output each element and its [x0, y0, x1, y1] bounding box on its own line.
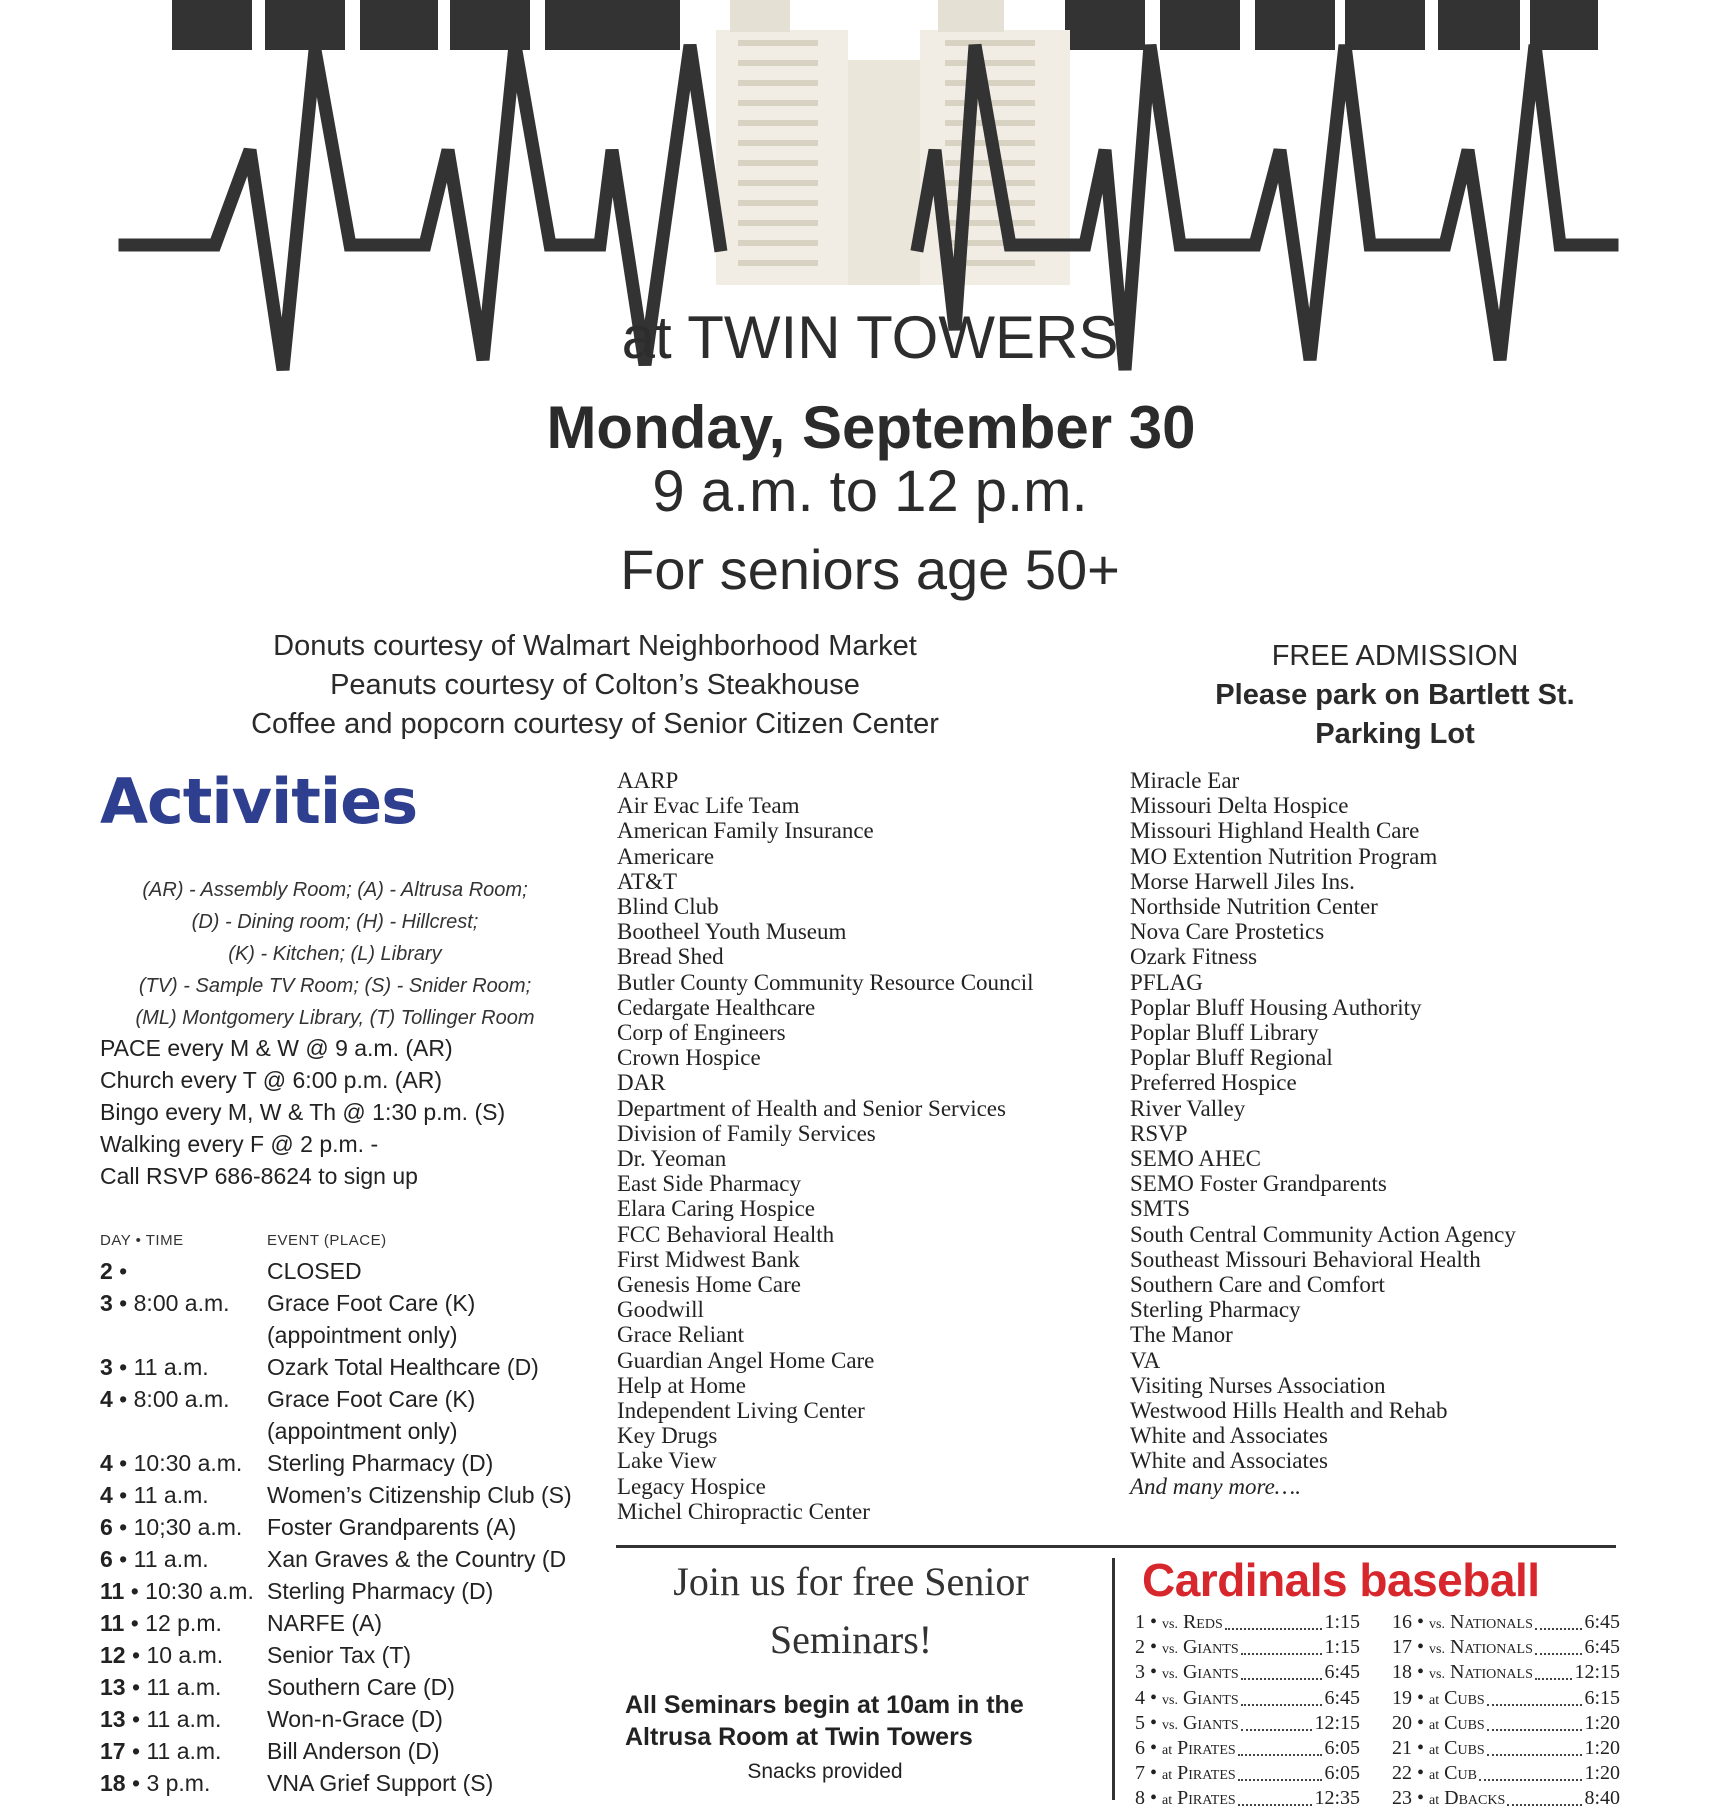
- vendor-item: VA: [1130, 1347, 1161, 1373]
- vendor-item: Westwood Hills Health and Rehab: [1130, 1398, 1448, 1424]
- schedule-time: 11 a.m.: [146, 1706, 222, 1732]
- schedule-row: [100, 1639, 590, 1671]
- cardinals-games-col2: [1392, 1610, 1620, 1812]
- game-day: 6: [1135, 1736, 1145, 1759]
- schedule-time: 8:00 a.m.: [133, 1290, 230, 1316]
- schedule-day-time: 3 • 11 a.m.: [100, 1354, 209, 1380]
- schedule-day: 2: [100, 1258, 113, 1284]
- vendor-item: South Central Community Action Agency: [1130, 1221, 1516, 1247]
- seminars-title-line: Seminars!: [769, 1617, 933, 1662]
- schedule-event: Sterling Pharmacy (D): [267, 1578, 494, 1604]
- vendor-item: Lake View: [617, 1448, 717, 1474]
- game-time: 1:15: [1324, 1635, 1360, 1660]
- event-date: Monday, September 30: [546, 394, 1196, 461]
- room-legend: [100, 874, 570, 1034]
- schedule-event: Won-n-Grace (D): [267, 1706, 443, 1732]
- vendor-item: The Manor: [1130, 1322, 1233, 1348]
- schedule-day-time: 6 • 11 a.m.: [100, 1546, 209, 1572]
- schedule-time: 10 a.m.: [146, 1642, 224, 1668]
- schedule-day-time: 4 • 8:00 a.m.: [100, 1386, 230, 1412]
- game-row: [1392, 1761, 1620, 1786]
- vendor-item: Northside Nutrition Center: [1130, 894, 1378, 920]
- schedule-row: [100, 1607, 590, 1639]
- game-location: at: [1162, 1768, 1173, 1784]
- vendor-item: Grace Reliant: [617, 1322, 745, 1348]
- schedule-event: Foster Grandparents (A): [267, 1514, 517, 1540]
- vendor-item: Bread Shed: [617, 944, 724, 970]
- schedule-day-time: 2 •: [100, 1258, 128, 1284]
- vendor-item: Sterling Pharmacy: [1130, 1297, 1301, 1323]
- schedule-day-time: 13 • 11 a.m.: [100, 1706, 222, 1732]
- game-leader-dots: [1225, 1610, 1322, 1630]
- game-row: [1135, 1736, 1360, 1761]
- game-time: 1:20: [1584, 1736, 1620, 1761]
- vendor-item: Blind Club: [617, 894, 719, 920]
- game-row: [1135, 1660, 1360, 1685]
- schedule-day-time: 17 • 11 a.m.: [100, 1738, 222, 1764]
- vendor-item: Bootheel Youth Museum: [617, 919, 847, 945]
- schedule-row: [100, 1319, 590, 1351]
- game-location: at: [1429, 1793, 1440, 1809]
- schedule-day-time: 12 • 10 a.m.: [100, 1642, 224, 1668]
- schedule-row: [100, 1351, 590, 1383]
- vendor-item: Butler County Community Resource Council: [617, 969, 1034, 995]
- game-day: 2: [1135, 1636, 1145, 1659]
- schedule-day: 3: [100, 1290, 113, 1316]
- vendor-item: Air Evac Life Team: [617, 793, 800, 819]
- schedule-time: 11 a.m.: [133, 1354, 209, 1380]
- schedule-day: 17: [100, 1738, 126, 1764]
- vendor-item: Preferred Hospice: [1130, 1070, 1297, 1096]
- vendor-item: Poplar Bluff Library: [1130, 1020, 1319, 1046]
- schedule-event: (appointment only): [267, 1418, 458, 1444]
- game-row: [1135, 1786, 1360, 1811]
- vendor-item: Cedargate Healthcare: [617, 994, 816, 1020]
- schedule-row: [100, 1671, 590, 1703]
- vendor-item: Missouri Delta Hospice: [1130, 793, 1349, 819]
- game-label: 19 • at Cubs: [1392, 1686, 1485, 1709]
- legend-line: (D) - Dining room; (H) - Hillcrest;: [191, 911, 479, 933]
- seminars-info-line: Altrusa Room at Twin Towers: [625, 1723, 973, 1751]
- schedule-time: 11 a.m.: [146, 1674, 222, 1700]
- game-time: 6:45: [1324, 1686, 1360, 1711]
- parking-line: Please park on Bartlett St.: [1215, 679, 1575, 711]
- recurring-activities: [100, 1032, 505, 1192]
- game-opponent: Reds: [1182, 1611, 1223, 1633]
- game-opponent: Pirates: [1177, 1736, 1236, 1759]
- seminars-snacks: Snacks provided: [747, 1760, 903, 1783]
- sponsor-line: Donuts courtesy of Walmart Neighborhood Market: [273, 630, 917, 662]
- legend-line: (K) - Kitchen; (L) Library: [228, 943, 442, 965]
- game-label: 7 • at Pirates: [1135, 1762, 1236, 1785]
- game-day: 23: [1392, 1787, 1412, 1810]
- schedule-day: 13: [100, 1674, 126, 1700]
- schedule-header-day-time: DAY • TIME: [100, 1232, 184, 1249]
- vendor-list-col1: [617, 768, 1034, 1524]
- schedule-row: [100, 1543, 590, 1575]
- schedule-time: 3 p.m.: [146, 1770, 211, 1796]
- vendor-item: Genesis Home Care: [617, 1272, 801, 1298]
- column-divider: [1112, 1558, 1115, 1800]
- vendor-item: AT&T: [617, 868, 678, 894]
- game-label: 1 • vs. Reds: [1135, 1611, 1223, 1633]
- schedule-time: 8:00 a.m.: [133, 1386, 230, 1412]
- schedule-event: (appointment only): [267, 1322, 458, 1348]
- vendor-item: Dr. Yeoman: [617, 1146, 727, 1172]
- schedule-row: [100, 1447, 590, 1479]
- game-time: 1:15: [1324, 1610, 1360, 1635]
- admission-info: [1140, 637, 1650, 754]
- game-row: [1392, 1660, 1620, 1685]
- section-divider: [616, 1545, 1616, 1548]
- vendor-item: Americare: [617, 843, 715, 869]
- recurring-activity: PACE every M & W @ 9 a.m. (AR): [100, 1035, 453, 1061]
- recurring-activity: Call RSVP 686-8624 to sign up: [100, 1163, 418, 1189]
- vendors-more: And many more….: [1130, 1473, 1301, 1499]
- schedule-event: Xan Graves & the Country (D: [267, 1546, 567, 1572]
- game-opponent: Pirates: [1177, 1787, 1236, 1810]
- game-time: 12:35: [1314, 1786, 1360, 1811]
- game-opponent: Giants: [1182, 1661, 1239, 1684]
- game-day: 1: [1135, 1611, 1145, 1633]
- schedule-day-time: 6 • 10;30 a.m.: [100, 1514, 243, 1540]
- schedule-day: 3: [100, 1354, 113, 1380]
- game-day: 22: [1392, 1762, 1412, 1785]
- game-location: vs.: [1162, 1642, 1178, 1658]
- schedule-row: [100, 1511, 590, 1543]
- schedule-day: 6: [100, 1514, 113, 1540]
- game-leader-dots: [1238, 1736, 1322, 1756]
- game-label: 22 • at Cub: [1392, 1762, 1477, 1785]
- vendor-item: FCC Behavioral Health: [617, 1221, 835, 1247]
- vendor-item: Southern Care and Comfort: [1130, 1272, 1385, 1298]
- vendor-item: Independent Living Center: [617, 1398, 865, 1424]
- game-leader-dots: [1535, 1635, 1582, 1655]
- game-leader-dots: [1241, 1686, 1322, 1706]
- game-time: 6:15: [1584, 1686, 1620, 1711]
- game-day: 5: [1135, 1711, 1145, 1734]
- game-time: 6:05: [1324, 1761, 1360, 1786]
- schedule-event: CLOSED: [267, 1258, 362, 1284]
- game-location: at: [1429, 1768, 1440, 1784]
- game-label: 5 • vs. Giants: [1135, 1711, 1239, 1734]
- game-day: 21: [1392, 1736, 1412, 1759]
- game-label: 23 • at Dbacks: [1392, 1787, 1506, 1810]
- game-label: 3 • vs. Giants: [1135, 1661, 1239, 1684]
- schedule-event: Women’s Citizenship Club (S): [267, 1482, 572, 1508]
- sponsor-line: Peanuts courtesy of Colton’s Steakhouse: [330, 669, 860, 701]
- game-location: at: [1162, 1793, 1173, 1809]
- vendor-item: MO Extention Nutrition Program: [1130, 843, 1438, 869]
- schedule-header-event: EVENT (PLACE): [267, 1232, 387, 1249]
- game-opponent: Nationals: [1449, 1636, 1533, 1659]
- game-day: 17: [1392, 1636, 1412, 1659]
- schedule-row: [100, 1255, 590, 1287]
- vendor-item: AARP: [617, 768, 679, 793]
- game-location: at: [1429, 1742, 1440, 1758]
- game-location: vs.: [1429, 1667, 1445, 1683]
- game-location: vs.: [1162, 1717, 1178, 1733]
- vendor-item: Miracle Ear: [1130, 768, 1240, 793]
- schedule-time: 11 a.m.: [133, 1546, 209, 1572]
- game-time: 6:45: [1584, 1610, 1620, 1635]
- vendor-item: Crown Hospice: [617, 1045, 761, 1071]
- event-audience: For seniors age 50+: [620, 538, 1120, 601]
- legend-line: (ML) Montgomery Library, (T) Tollinger Room: [135, 1007, 535, 1029]
- game-day: 3: [1135, 1661, 1145, 1684]
- vendor-item: Southeast Missouri Behavioral Health: [1130, 1246, 1481, 1272]
- vendor-item: Missouri Highland Health Care: [1130, 818, 1420, 844]
- vendor-item: PFLAG: [1130, 969, 1203, 995]
- game-label: 16 • vs. Nationals: [1392, 1611, 1533, 1633]
- schedule-event: Senior Tax (T): [267, 1642, 412, 1668]
- game-label: 6 • at Pirates: [1135, 1736, 1236, 1759]
- game-row: [1392, 1610, 1620, 1635]
- game-opponent: Cub: [1444, 1762, 1477, 1785]
- admission-label: FREE ADMISSION: [1271, 640, 1519, 672]
- game-time: 6:45: [1584, 1635, 1620, 1660]
- schedule-day-time: 11 • 12 p.m.: [100, 1610, 222, 1636]
- game-row: [1392, 1711, 1620, 1736]
- game-day: 20: [1392, 1711, 1412, 1734]
- schedule-time: 10;30 a.m.: [133, 1514, 243, 1540]
- game-leader-dots: [1487, 1686, 1582, 1706]
- schedule-time: 10:30 a.m.: [145, 1578, 254, 1604]
- game-time: 1:20: [1584, 1711, 1620, 1736]
- game-label: 8 • at Pirates: [1135, 1787, 1236, 1810]
- schedule-event: Sterling Pharmacy (D): [267, 1450, 494, 1476]
- game-opponent: Nationals: [1449, 1611, 1533, 1633]
- game-leader-dots: [1241, 1635, 1322, 1655]
- game-label: 4 • vs. Giants: [1135, 1686, 1239, 1709]
- vendor-item: Visiting Nurses Association: [1130, 1372, 1386, 1398]
- schedule-row: [100, 1703, 590, 1735]
- cardinals-title: Cardinals baseball: [1142, 1554, 1540, 1606]
- game-leader-dots: [1238, 1761, 1322, 1781]
- game-leader-dots: [1479, 1761, 1582, 1781]
- game-leader-dots: [1535, 1610, 1582, 1630]
- vendor-item: Guardian Angel Home Care: [617, 1347, 875, 1373]
- game-opponent: Pirates: [1177, 1762, 1236, 1785]
- schedule-day: 11: [100, 1578, 125, 1604]
- schedule-day: 4: [100, 1450, 113, 1476]
- schedule-event: Ozark Total Healthcare (D): [267, 1354, 539, 1380]
- schedule-day: 12: [100, 1642, 126, 1668]
- vendor-item: Nova Care Prostetics: [1130, 919, 1325, 945]
- schedule-day: 11: [100, 1610, 125, 1636]
- schedule-event: Southern Care (D): [267, 1674, 455, 1700]
- vendor-item: Corp of Engineers: [617, 1020, 786, 1046]
- schedule-event: VNA Grief Support (S): [267, 1770, 494, 1796]
- schedule-event: Grace Foot Care (K): [267, 1386, 476, 1412]
- game-day: 4: [1135, 1686, 1145, 1709]
- event-time: 9 a.m. to 12 p.m.: [652, 459, 1088, 524]
- schedule-time: 11 a.m.: [133, 1482, 209, 1508]
- game-label: 21 • at Cubs: [1392, 1736, 1485, 1759]
- game-leader-dots: [1535, 1660, 1572, 1680]
- vendor-item: SEMO AHEC: [1130, 1146, 1261, 1172]
- game-location: vs.: [1429, 1617, 1445, 1632]
- vendor-item: Morse Harwell Jiles Ins.: [1130, 868, 1355, 894]
- game-opponent: Nationals: [1449, 1661, 1533, 1684]
- vendor-item: Key Drugs: [617, 1423, 718, 1449]
- venue-line: at TWIN TOWERS: [621, 304, 1119, 371]
- schedule-event: Bill Anderson (D): [267, 1738, 440, 1764]
- schedule-time: 11 a.m.: [146, 1738, 222, 1764]
- game-leader-dots: [1507, 1786, 1582, 1806]
- game-label: 18 • vs. Nationals: [1392, 1661, 1533, 1684]
- vendor-item: Department of Health and Senior Services: [617, 1095, 1006, 1121]
- game-row: [1135, 1686, 1360, 1711]
- game-leader-dots: [1241, 1711, 1312, 1731]
- seminars-info: [625, 1689, 1024, 1753]
- game-leader-dots: [1241, 1660, 1322, 1680]
- schedule-day: 4: [100, 1482, 113, 1508]
- vendor-item: East Side Pharmacy: [617, 1171, 801, 1197]
- legend-line: (AR) - Assembly Room; (A) - Altrusa Room;: [142, 879, 528, 901]
- schedule-row: [100, 1479, 590, 1511]
- game-opponent: Dbacks: [1444, 1787, 1506, 1810]
- game-time: 1:20: [1584, 1761, 1620, 1786]
- game-time: 12:15: [1574, 1660, 1620, 1685]
- vendor-item: DAR: [617, 1070, 666, 1096]
- vendor-item: SEMO Foster Grandparents: [1130, 1171, 1387, 1197]
- vendor-item: Help at Home: [617, 1372, 747, 1398]
- game-time: 6:45: [1324, 1660, 1360, 1685]
- vendor-item: American Family Insurance: [617, 818, 874, 844]
- vendor-item: Elara Caring Hospice: [617, 1196, 815, 1222]
- vendor-item: Poplar Bluff Housing Authority: [1130, 994, 1422, 1020]
- schedule-event: Grace Foot Care (K): [267, 1290, 476, 1316]
- seminars-title-line: Join us for free Senior: [673, 1559, 1029, 1604]
- schedule-day: 13: [100, 1706, 126, 1732]
- seminars-title: [616, 1553, 1086, 1669]
- seminars-info-line: All Seminars begin at 10am in the: [625, 1691, 1024, 1719]
- schedule-row: [100, 1767, 590, 1799]
- game-opponent: Cubs: [1444, 1686, 1485, 1709]
- game-day: 7: [1135, 1762, 1145, 1785]
- game-location: at: [1162, 1742, 1173, 1758]
- game-location: vs.: [1429, 1642, 1445, 1658]
- schedule-row: [100, 1287, 590, 1319]
- vendor-item: Division of Family Services: [617, 1120, 876, 1146]
- game-leader-dots: [1487, 1736, 1582, 1756]
- game-day: 18: [1392, 1661, 1412, 1684]
- game-opponent: Cubs: [1444, 1736, 1485, 1759]
- vendor-item: RSVP: [1130, 1120, 1188, 1146]
- vendor-item: Michel Chiropractic Center: [617, 1498, 870, 1524]
- game-day: 16: [1392, 1611, 1412, 1633]
- game-row: [1392, 1786, 1620, 1811]
- game-opponent: Cubs: [1444, 1711, 1485, 1734]
- recurring-activity: Bingo every M, W & Th @ 1:30 p.m. (S): [100, 1099, 506, 1125]
- game-location: vs.: [1162, 1692, 1178, 1708]
- schedule-day-time: 11 • 10:30 a.m.: [100, 1578, 254, 1604]
- legend-line: (TV) - Sample TV Room; (S) - Snider Room;: [138, 975, 532, 997]
- schedule-day-time: 3 • 8:00 a.m.: [100, 1290, 230, 1316]
- game-leader-dots: [1487, 1711, 1582, 1731]
- game-label: 17 • vs. Nationals: [1392, 1636, 1533, 1659]
- schedule-day: 6: [100, 1546, 113, 1572]
- schedule-row: [100, 1415, 590, 1447]
- schedule-day-time: 18 • 3 p.m.: [100, 1770, 211, 1796]
- game-opponent: Giants: [1182, 1686, 1239, 1709]
- game-row: [1135, 1635, 1360, 1660]
- game-leader-dots: [1238, 1786, 1312, 1806]
- game-opponent: Giants: [1182, 1711, 1239, 1734]
- schedule-row: [100, 1735, 590, 1767]
- vendor-item: Poplar Bluff Regional: [1130, 1045, 1333, 1071]
- vendor-item: SMTS: [1130, 1196, 1191, 1222]
- vendor-item: Legacy Hospice: [617, 1473, 766, 1499]
- activity-schedule: [100, 1255, 590, 1799]
- game-day: 19: [1392, 1686, 1412, 1709]
- vendor-list-col2: [1130, 768, 1516, 1499]
- activities-title: Activities: [100, 765, 418, 838]
- sponsor-credits: [150, 627, 1040, 744]
- vendor-item: River Valley: [1130, 1095, 1246, 1121]
- schedule-time: 10:30 a.m.: [133, 1450, 243, 1476]
- vendor-item: Ozark Fitness: [1130, 944, 1258, 970]
- sponsor-line: Coffee and popcorn courtesy of Senior Citizen Center: [251, 708, 939, 740]
- game-label: 20 • at Cubs: [1392, 1711, 1485, 1734]
- game-row: [1135, 1711, 1360, 1736]
- game-location: vs.: [1162, 1667, 1178, 1683]
- cardinals-games-col1: [1135, 1610, 1360, 1812]
- game-time: 12:15: [1314, 1711, 1360, 1736]
- schedule-day-time: 4 • 10:30 a.m.: [100, 1450, 243, 1476]
- schedule-row: [100, 1383, 590, 1415]
- schedule-event: NARFE (A): [267, 1610, 382, 1636]
- schedule-day: 18: [100, 1770, 126, 1796]
- parking-line: Parking Lot: [1315, 718, 1475, 750]
- game-time: 6:05: [1324, 1736, 1360, 1761]
- game-row: [1392, 1736, 1620, 1761]
- game-location: at: [1429, 1717, 1440, 1733]
- game-location: at: [1429, 1692, 1440, 1708]
- game-row: [1392, 1635, 1620, 1660]
- game-row: [1135, 1761, 1360, 1786]
- vendor-item: White and Associates: [1130, 1423, 1329, 1449]
- game-time: 8:40: [1584, 1786, 1620, 1811]
- schedule-day-time: 13 • 11 a.m.: [100, 1674, 222, 1700]
- schedule-day-time: 4 • 11 a.m.: [100, 1482, 209, 1508]
- game-location: vs.: [1162, 1617, 1178, 1632]
- game-row: [1135, 1610, 1360, 1635]
- schedule-row: [100, 1575, 590, 1607]
- game-day: 8: [1135, 1787, 1145, 1810]
- recurring-activity: Church every T @ 6:00 p.m. (AR): [100, 1067, 443, 1093]
- recurring-activity: Walking every F @ 2 p.m. -: [100, 1131, 379, 1157]
- vendor-item: First Midwest Bank: [617, 1246, 800, 1272]
- game-row: [1392, 1686, 1620, 1711]
- game-label: 2 • vs. Giants: [1135, 1636, 1239, 1659]
- schedule-day: 4: [100, 1386, 113, 1412]
- game-opponent: Giants: [1182, 1636, 1239, 1659]
- header-lettering-bars: [172, 0, 1598, 50]
- vendor-item: Goodwill: [617, 1297, 704, 1323]
- schedule-time: 12 p.m.: [145, 1610, 222, 1636]
- vendor-item: White and Associates: [1130, 1448, 1329, 1474]
